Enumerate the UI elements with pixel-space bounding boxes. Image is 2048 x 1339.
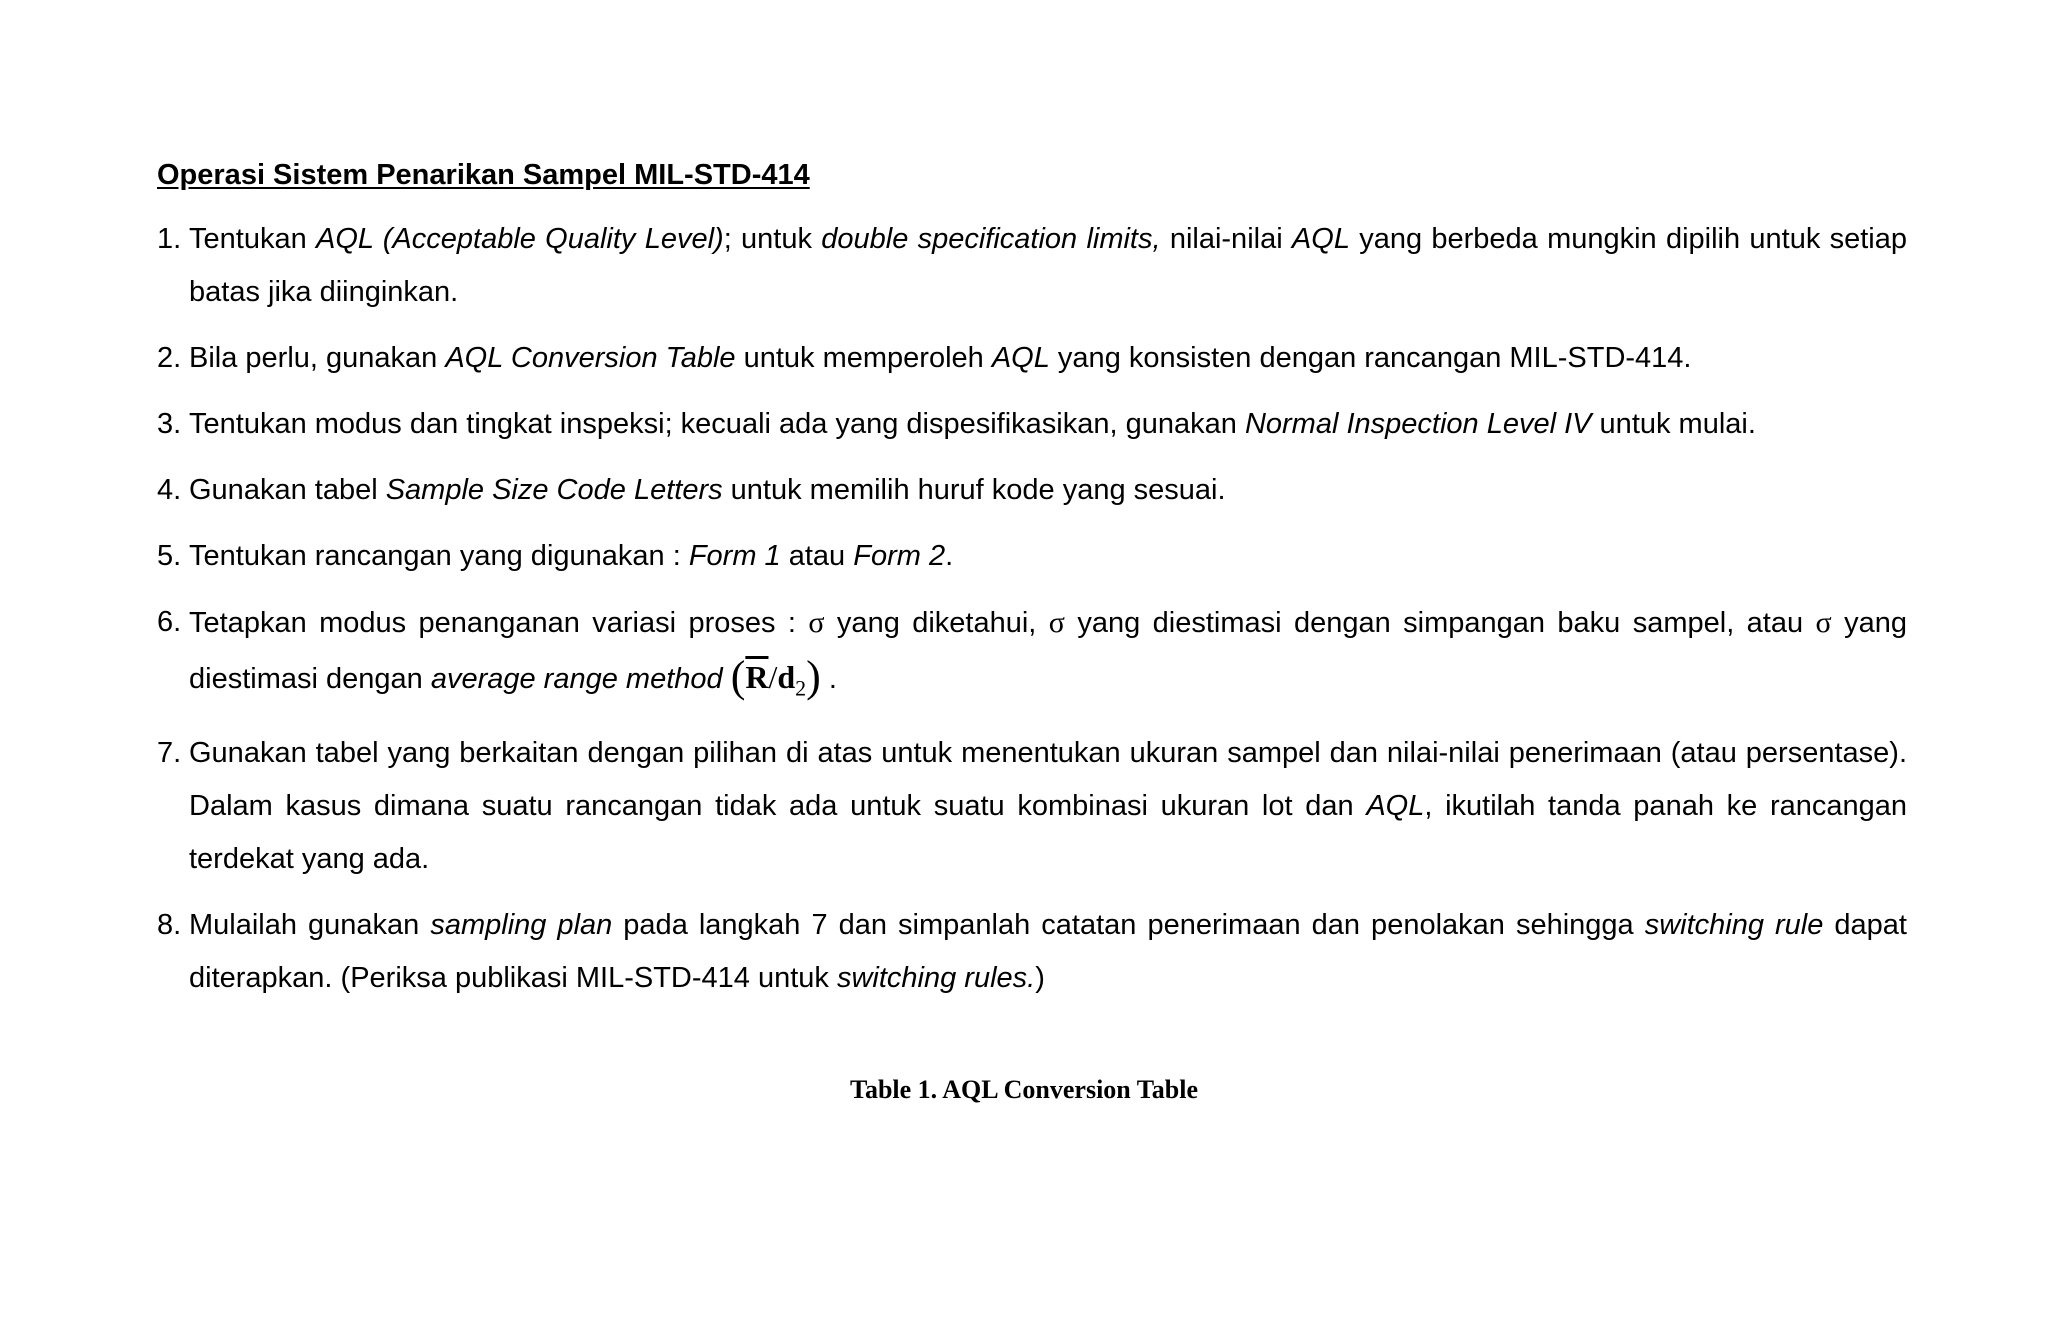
italic-term: Normal Inspection Level IV <box>1244 408 1592 440</box>
list-item-text: Tetapkan modus penanganan variasi proses : <box>189 607 809 639</box>
list-item-number: 2. <box>157 342 182 374</box>
italic-term: switching rules. <box>836 962 1036 995</box>
italic-term: sampling plan <box>430 909 613 942</box>
sigma-symbol: σ <box>808 606 825 639</box>
italic-term: AQL <box>1291 223 1350 255</box>
list-item-text: yang konsisten dengan rancangan MIL-STD-414. <box>1049 342 1692 374</box>
italic-term: average range method <box>430 663 723 695</box>
list-item-text: pada langkah 7 dan simpanlah catatan penerimaan dan penolakan sehingga <box>612 909 1645 942</box>
list-item <box>157 332 1907 385</box>
list-item-text: untuk mulai. <box>1591 408 1756 440</box>
italic-term: Form 1 <box>688 540 781 572</box>
page-title: Operasi Sistem Penarikan Sampel MIL-STD-414 <box>157 159 810 191</box>
list-item-text: Mulailah gunakan <box>189 909 431 942</box>
list-item-text: Gunakan tabel yang berkaitan dengan pilihan di atas untuk menentukan ukuran sampel dan nilai-nilai penerimaan (atau persentase). Dalam kasus dimana suatu rancangan tidak ada untuk suatu kombinasi ukuran lot dan <box>189 737 1907 823</box>
italic-term: AQL <box>991 342 1050 374</box>
list-item-text: yang diestimasi dengan <box>189 607 1907 695</box>
list-item-text: ) <box>1035 962 1045 995</box>
list-item-text: Tentukan modus dan tingkat inspeksi; kecuali ada yang dispesifikasikan, gunakan <box>189 408 1245 440</box>
list-item-text: , ikutilah tanda panah ke rancangan terdekat yang ada. <box>189 790 1908 876</box>
list-item-text <box>723 663 731 695</box>
list-item-number: 7. <box>157 737 182 770</box>
italic-term: AQL Conversion Table <box>445 342 736 374</box>
table-caption: Table 1. AQL Conversion Table <box>850 1075 1198 1104</box>
formula-d: d <box>777 659 796 695</box>
sigma-symbol: σ <box>1048 606 1065 639</box>
average-range-formula <box>730 652 821 701</box>
list-item <box>157 596 1907 714</box>
list-item <box>157 727 1907 886</box>
list-item-text: . <box>828 663 837 695</box>
list-item-text: yang diketahui, <box>824 607 1049 639</box>
list-item <box>157 213 1907 319</box>
italic-term: AQL <box>1366 790 1425 823</box>
list-item-number: 3. <box>157 408 182 440</box>
list-item-text: Tentukan rancangan yang digunakan : <box>189 540 689 572</box>
sigma-symbol: σ <box>1815 606 1832 639</box>
list-item-number: 4. <box>157 474 182 506</box>
steps-list <box>157 213 1907 1005</box>
list-item-number: 6. <box>157 606 182 638</box>
italic-term: double specification limits, <box>821 223 1161 255</box>
list-item-number: 8. <box>157 909 182 942</box>
formula-close-paren: ) <box>806 652 821 701</box>
list-item <box>157 464 1907 517</box>
document-page <box>157 155 1907 1018</box>
list-item-text: atau <box>780 540 854 572</box>
italic-term: switching rule <box>1644 909 1824 942</box>
list-item-number: 1. <box>157 223 182 255</box>
formula-subscript: 2 <box>795 675 807 701</box>
list-item-text: . <box>945 540 954 572</box>
list-item-text: yang berbeda mungkin dipilih untuk setiap batas jika diinginkan. <box>189 223 1907 308</box>
italic-term: AQL (Acceptable Quality Level) <box>315 223 724 255</box>
list-item-text: dapat diterapkan. (Periksa publikasi MIL-STD-414 untuk <box>189 909 1907 995</box>
list-item-text: Gunakan tabel <box>189 474 386 506</box>
list-item-text: untuk memilih huruf kode yang sesuai. <box>722 474 1226 506</box>
list-item-text: untuk memperoleh <box>735 342 992 374</box>
italic-term: Sample Size Code Letters <box>385 474 723 506</box>
formula-open-paren: ( <box>730 652 746 701</box>
list-item <box>157 398 1907 451</box>
list-item <box>157 899 1907 1005</box>
list-item-text: ; untuk <box>723 223 822 255</box>
list-item-text: nilai-nilai <box>1160 223 1292 255</box>
list-item-text: Bila perlu, gunakan <box>189 342 446 374</box>
list-item-text: Tentukan <box>189 223 316 255</box>
italic-term: Form 2 <box>853 540 946 572</box>
list-item-text: yang diestimasi dengan simpangan baku sampel, atau <box>1064 607 1816 639</box>
formula-r-bar: $\overline{R}$ <box>745 659 769 695</box>
formula-slash: / <box>768 659 778 695</box>
list-item-number: 5. <box>157 540 182 572</box>
list-item <box>157 530 1907 583</box>
